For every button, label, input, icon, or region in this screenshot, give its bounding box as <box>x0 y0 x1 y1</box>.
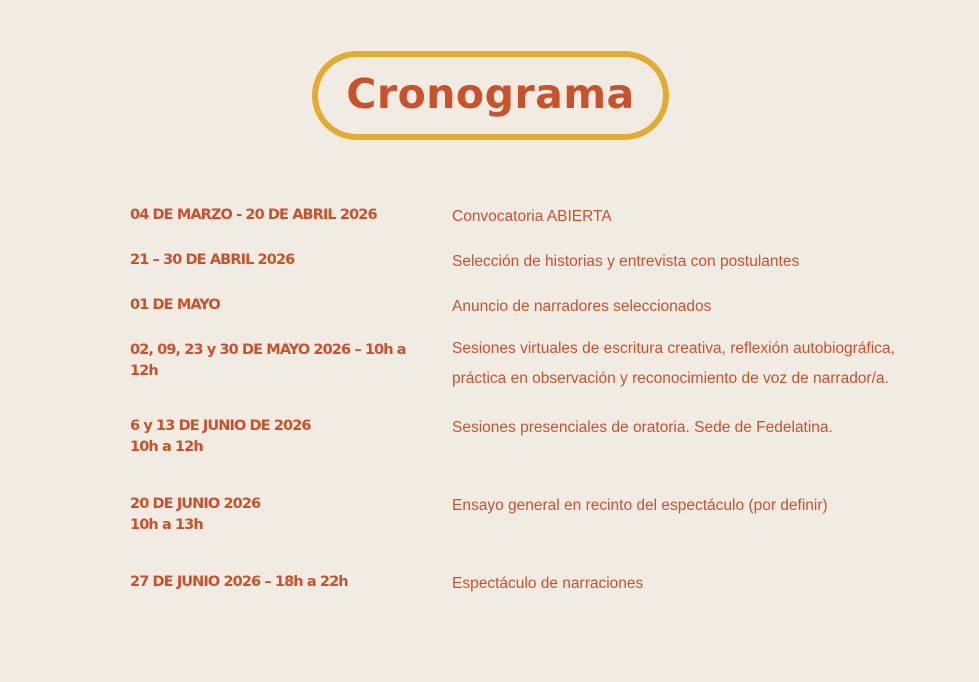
schedule-date-line: 21 – 30 DE ABRIL 2026 <box>130 252 295 268</box>
page-title: Cronograma <box>346 70 635 118</box>
schedule-date <box>130 416 430 458</box>
schedule-date-line: 6 y 13 DE JUNIO DE 2026 <box>130 418 311 434</box>
schedule-date-line: 10h a 13h <box>130 517 203 533</box>
schedule-description: Espectáculo de narraciones <box>452 575 644 592</box>
schedule-date <box>130 250 430 271</box>
schedule-date <box>130 295 430 316</box>
schedule-date <box>130 205 430 226</box>
schedule-date-line: 10h a 12h <box>130 439 203 455</box>
title-pill <box>312 51 669 140</box>
schedule-date <box>130 572 430 593</box>
schedule-date-line: 20 DE JUNIO 2026 <box>130 496 261 512</box>
schedule-date <box>130 340 430 382</box>
schedule-date-line: 12h <box>130 363 158 379</box>
schedule-description: Sesiones presenciales de oratoria. Sede de Fedelatina. <box>452 419 833 436</box>
schedule-description: Convocatoria ABIERTA <box>452 208 612 225</box>
schedule-date <box>130 494 430 536</box>
schedule-description: Anuncio de narradores seleccionados <box>452 298 712 315</box>
schedule-date-line: 04 DE MARZO - 20 DE ABRIL 2026 <box>130 207 377 223</box>
schedule-date-line: 01 DE MAYO <box>130 297 220 313</box>
schedule-description: Sesiones virtuales de escritura creativa, reflexión autobiográfica, práctica en observación y reconocimiento de voz de narrador/a. <box>452 340 895 387</box>
schedule-description: Ensayo general en recinto del espectáculo (por definir) <box>452 497 828 514</box>
schedule-date-line: 02, 09, 23 y 30 DE MAYO 2026 – 10h a <box>130 342 406 358</box>
schedule-description: Selección de historias y entrevista con postulantes <box>452 253 800 270</box>
schedule-date-line: 27 DE JUNIO 2026 – 18h a 22h <box>130 574 348 590</box>
